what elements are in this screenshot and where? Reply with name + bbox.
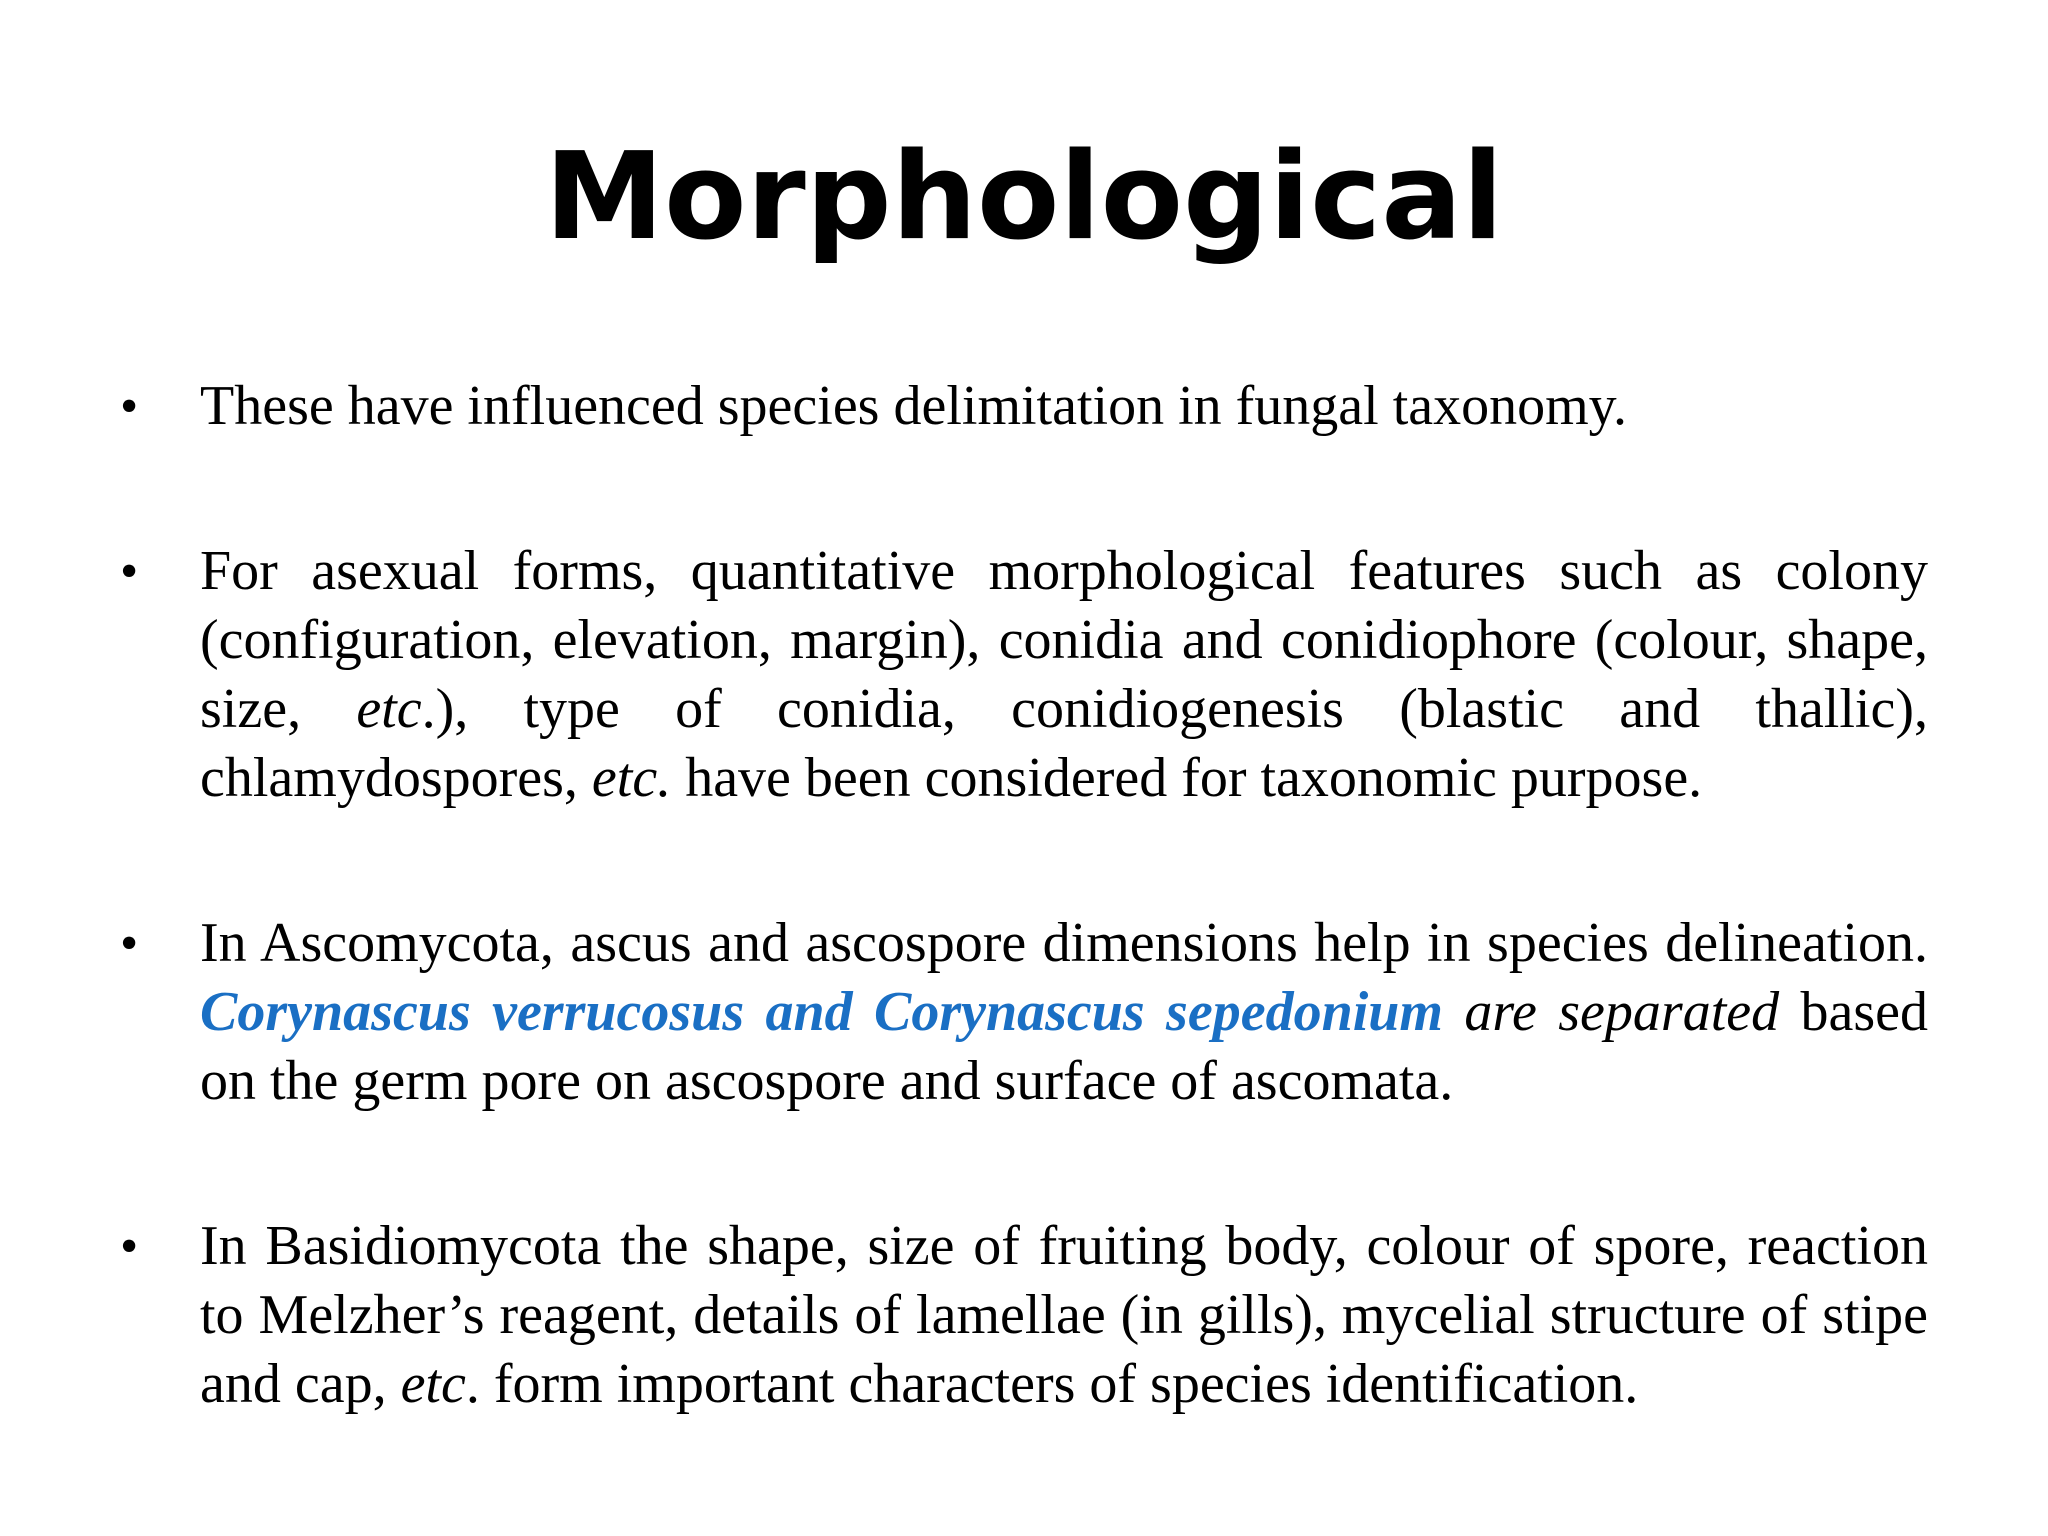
bullet-item [120,909,1928,1116]
bullet-item [120,372,1928,441]
bullet-icon: • [120,543,139,600]
bullet-icon: • [120,915,139,972]
bullet-text [200,372,1928,441]
text-segment: based on the germ pore on ascospore and surface of ascomata. [200,981,1928,1112]
text-segment: In Basidiomycota the shape, size of fruiting body, colour of spore, reaction to Melzher’s reagent, details of lamellae (in gills), mycelial structure of stipe and cap, [200,1215,1928,1415]
text-segment: .), type of conidia, conidiogenesis (blastic and thallic), chlamydospores, [200,678,1928,809]
species-name-highlight: Corynascus verrucosus and Corynascus sepedonium [200,981,1443,1043]
bullet-text [200,537,1928,813]
bullet-text [200,1212,1928,1419]
text-segment: For asexual forms, quantitative morphological features such as colony (configuration, elevation, margin), conidia and conidiophore (colour, shape, size, [200,540,1928,740]
bullet-item [120,537,1928,813]
text-segment: These have influenced species delimitation in fungal taxonomy. [200,375,1628,437]
bullet-item [120,1212,1928,1419]
slide-title: Morphological [544,128,1504,267]
text-segment-italic: etc. [591,747,672,809]
bullet-icon: • [120,1218,139,1275]
text-segment: In Ascomycota, ascus and ascospore dimensions help in species delineation. [200,912,1928,974]
bullet-icon: • [120,378,139,435]
text-segment-italic: etc [400,1353,466,1415]
bullet-list [120,372,1928,1419]
text-segment: have been considered for taxonomic purpose. [671,747,1703,809]
text-segment-italic: are separated [1442,981,1780,1043]
text-segment-italic: etc [356,678,422,740]
bullet-text [200,909,1928,1116]
text-segment: . form important characters of species identification. [465,1353,1639,1415]
